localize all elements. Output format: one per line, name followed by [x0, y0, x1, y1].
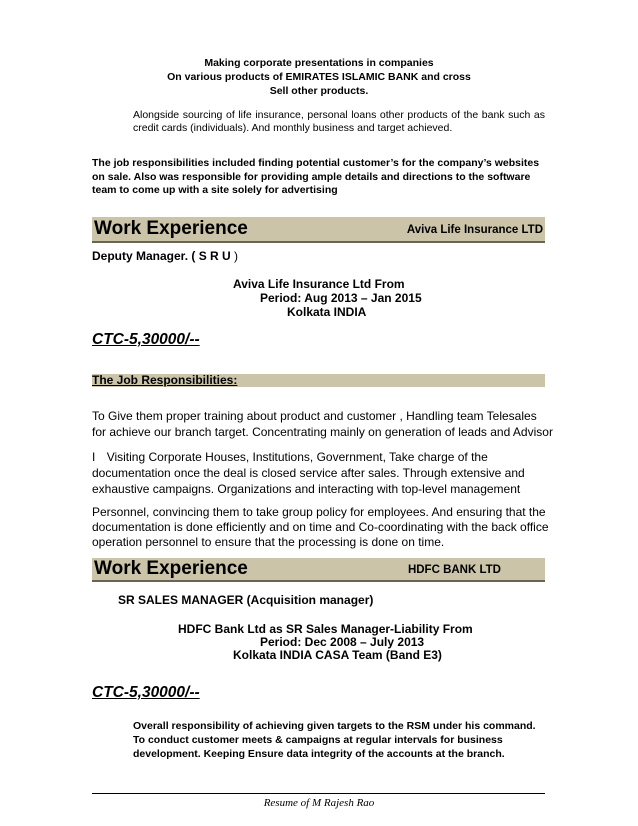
job-resp-line-3: team to come up with a site solely for advertising: [92, 184, 338, 196]
ctc-hdfc: CTC-5,30000/--: [92, 684, 200, 701]
job-responsibilities-heading: The Job Responsibilities:: [92, 373, 238, 387]
intro-line-2: On various products of EMIRATES ISLAMIC BANK and cross: [167, 71, 471, 83]
resp-p2-line-1: [92, 450, 488, 465]
work-experience-title-2: Work Experience: [94, 558, 248, 579]
job-responsibilities-bar: [92, 374, 545, 387]
resp-p1-line-1: To Give them proper training about product and customer , Handling team Telesales: [92, 409, 537, 423]
detail-line-2: Period: Aug 2013 – Jan 2015: [260, 291, 422, 305]
resp-p2-line-2: documentation once the deal is closed service after sales. Through extensive and: [92, 466, 525, 480]
work-experience-heading-hdfc: [92, 558, 545, 582]
role-title: [92, 249, 238, 264]
role-title-close: ): [234, 249, 239, 263]
resp-p1-line-2: for achieve our branch target. Concentrating mainly on generation of leads and Advisor: [92, 425, 553, 439]
bullet-marker: I: [92, 450, 96, 464]
work-experience-title: Work Experience: [94, 218, 248, 239]
job-resp-line-1: The job responsibilities included finding potential customer’s for the company’s websites: [92, 157, 540, 169]
intro-line-3: Sell other products.: [269, 85, 369, 97]
company-name: Aviva Life Insurance LTD: [406, 224, 543, 236]
resp2-line-3: development. Keeping Ensure data integrity of the accounts at the branch.: [133, 748, 505, 760]
resp2-line-2: To conduct customer meets & campaigns at regular intervals for business: [133, 734, 503, 746]
resp-p3-line-3: operation personnel to ensure that the processing is done on time.: [92, 535, 445, 549]
resp-p3-line-2: documentation is done efficiently and on time and Co-coordinating with the back office: [92, 520, 549, 534]
detail2-line-1: HDFC Bank Ltd as SR Sales Manager-Liability From: [178, 622, 473, 636]
ctc-aviva: CTC-5,30000/--: [92, 331, 200, 348]
company-name-2: HDFC BANK LTD: [407, 564, 501, 576]
role-title-2: SR SALES MANAGER (Acquisition manager): [118, 593, 374, 607]
intro-paragraph-line-2: credit cards (individuals). And monthly business and target achieved.: [133, 122, 453, 134]
work-experience-heading-aviva: [92, 217, 545, 243]
detail-line-1: Aviva Life Insurance Ltd From: [233, 277, 405, 291]
detail-line-3: Kolkata INDIA: [287, 305, 367, 319]
detail2-line-2: Period: Dec 2008 – July 2013: [260, 635, 425, 649]
resp-p2-line-1-text: Visiting Corporate Houses, Institutions, Government, Take charge of the: [106, 450, 488, 464]
resp-p3-line-1: Personnel, convincing them to take group policy for employees. And ensuring that the: [92, 505, 546, 519]
page-footer: Resume of M Rajesh Rao: [263, 797, 375, 809]
role-title-text: Deputy Manager. ( S R U: [92, 249, 231, 263]
intro-paragraph-line-1: Alongside sourcing of life insurance, personal loans other products of the bank such as: [133, 109, 545, 121]
resp-p2-line-3: exhaustive campaigns. Organizations and interacting with top-level management: [92, 482, 521, 496]
intro-line-1: Making corporate presentations in companies: [204, 57, 434, 69]
resp2-line-1: Overall responsibility of achieving given targets to the RSM under his command.: [133, 720, 536, 732]
footer-divider: [92, 793, 545, 794]
detail2-line-3: Kolkata INDIA CASA Team (Band E3): [233, 648, 442, 662]
job-resp-line-2: on sale. Also was responsible for providing ample details and directions to the software: [92, 171, 531, 183]
